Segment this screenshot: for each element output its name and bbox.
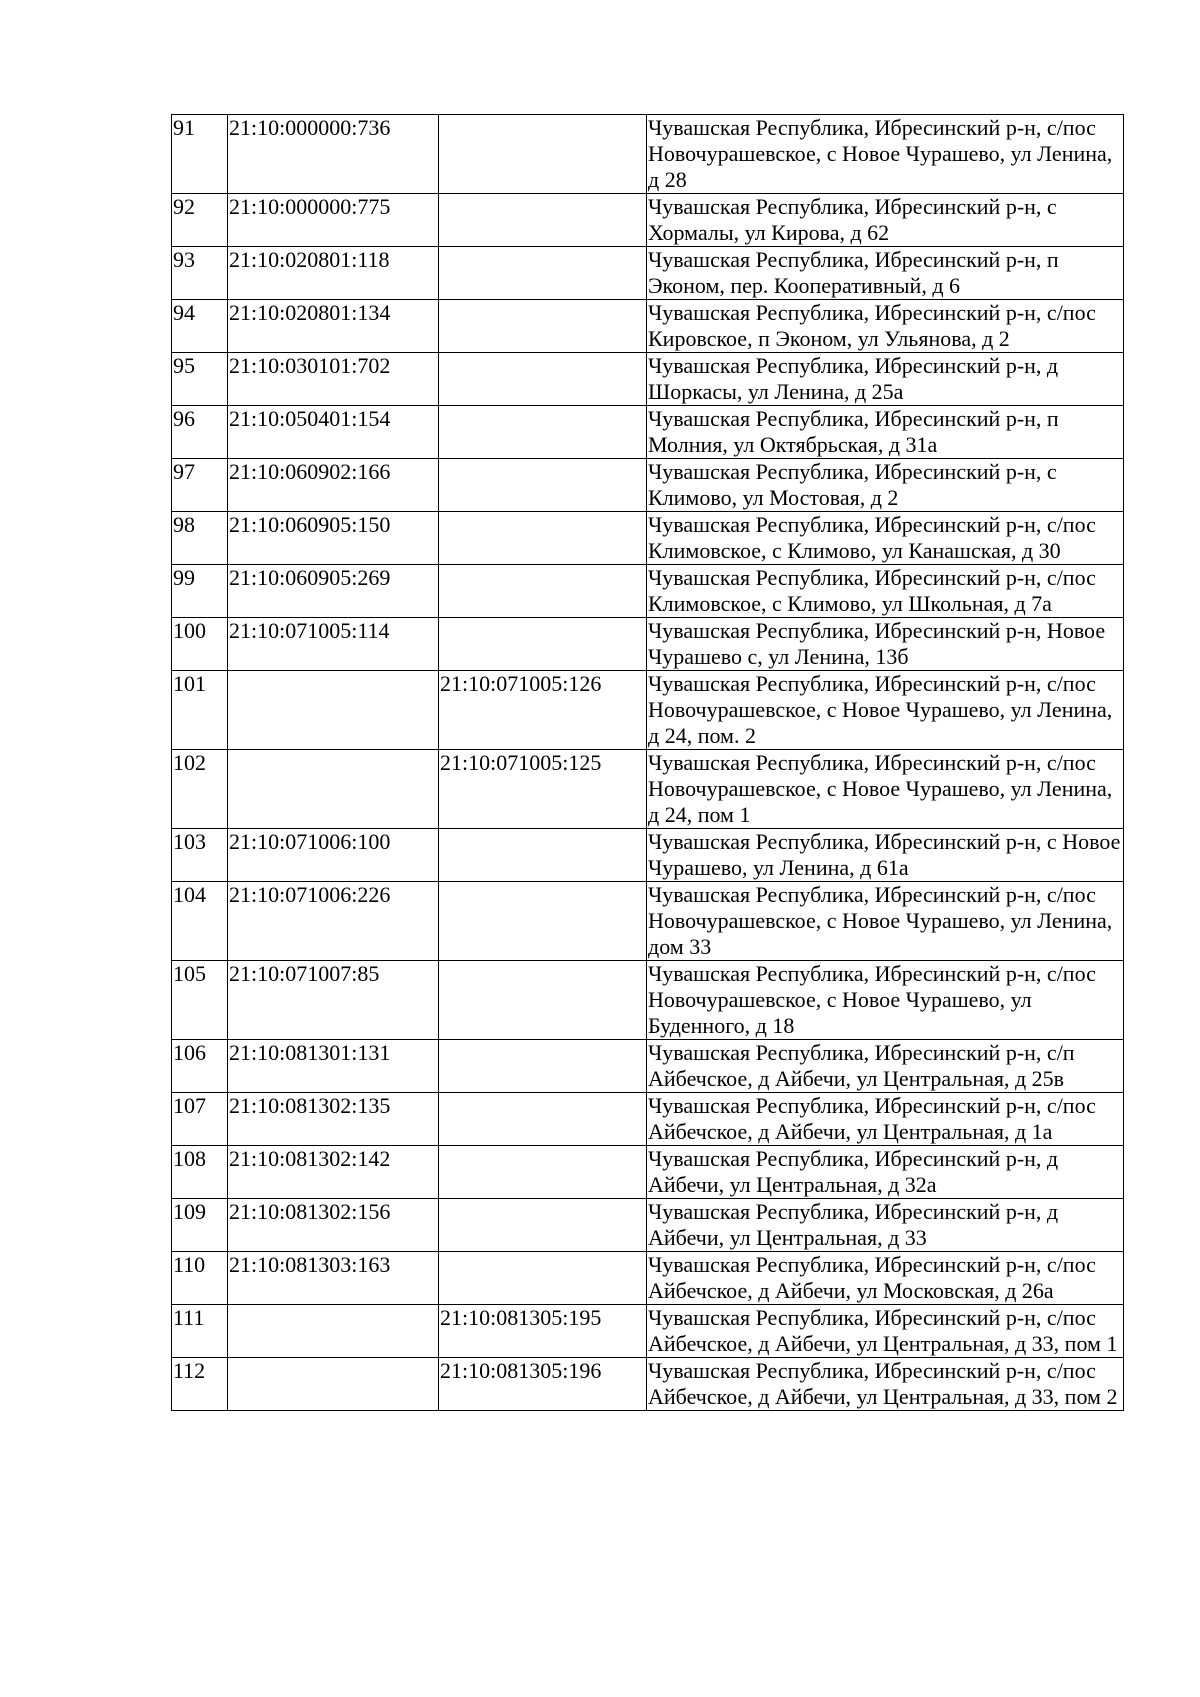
premises-cadastral-number [439,618,647,671]
table-row [172,512,1124,565]
table-row [172,353,1124,406]
row-number: 101 [172,671,228,750]
cadastral-number: 21:10:000000:736 [228,115,439,194]
address: Чувашская Республика, Ибресинский р-н, с/пос Новочурашевское, с Новое Чурашево, ул Ленина, дом 33 [647,882,1124,961]
cadastral-number: 21:10:020801:118 [228,247,439,300]
row-number: 91 [172,115,228,194]
address: Чувашская Республика, Ибресинский р-н, Новое Чурашево с, ул Ленина, 13б [647,618,1124,671]
address: Чувашская Республика, Ибресинский р-н, с/пос Новочурашевское, с Новое Чурашево, ул Ленина, д 28 [647,115,1124,194]
cadastral-number [228,1305,439,1358]
premises-cadastral-number [439,882,647,961]
table-row [172,1040,1124,1093]
premises-cadastral-number [439,1093,647,1146]
cadastral-number: 21:10:081301:131 [228,1040,439,1093]
address: Чувашская Республика, Ибресинский р-н, с/пос Новочурашевское, с Новое Чурашево, ул Ленина, д 24, пом. 2 [647,671,1124,750]
property-table [171,114,1124,1411]
row-number: 96 [172,406,228,459]
cadastral-number: 21:10:081302:156 [228,1199,439,1252]
address: Чувашская Республика, Ибресинский р-н, с/пос Айбечское, д Айбечи, ул Центральная, д 33, пом 1 [647,1305,1124,1358]
cadastral-number [228,1358,439,1411]
premises-cadastral-number: 21:10:071005:126 [439,671,647,750]
cadastral-number: 21:10:020801:134 [228,300,439,353]
address: Чувашская Республика, Ибресинский р-н, п Эконом, пер. Кооперативный, д 6 [647,247,1124,300]
row-number: 112 [172,1358,228,1411]
row-number: 100 [172,618,228,671]
cadastral-number: 21:10:071007:85 [228,961,439,1040]
table-row [172,406,1124,459]
cadastral-number: 21:10:030101:702 [228,353,439,406]
cadastral-number: 21:10:071005:114 [228,618,439,671]
cadastral-number: 21:10:071006:100 [228,829,439,882]
address: Чувашская Республика, Ибресинский р-н, д Айбечи, ул Центральная, д 33 [647,1199,1124,1252]
address: Чувашская Республика, Ибресинский р-н, с Новое Чурашево, ул Ленина, д 61а [647,829,1124,882]
premises-cadastral-number [439,194,647,247]
row-number: 108 [172,1146,228,1199]
address: Чувашская Республика, Ибресинский р-н, д Шоркасы, ул Ленина, д 25а [647,353,1124,406]
row-number: 110 [172,1252,228,1305]
row-number: 107 [172,1093,228,1146]
premises-cadastral-number [439,459,647,512]
table-row [172,194,1124,247]
premises-cadastral-number [439,1040,647,1093]
cadastral-number: 21:10:060905:150 [228,512,439,565]
premises-cadastral-number: 21:10:081305:195 [439,1305,647,1358]
premises-cadastral-number [439,406,647,459]
premises-cadastral-number [439,565,647,618]
address: Чувашская Республика, Ибресинский р-н, д Айбечи, ул Центральная, д 32а [647,1146,1124,1199]
cadastral-number: 21:10:060902:166 [228,459,439,512]
row-number: 94 [172,300,228,353]
table-row [172,247,1124,300]
table-row [172,671,1124,750]
table-row [172,1358,1124,1411]
cadastral-number [228,671,439,750]
row-number: 105 [172,961,228,1040]
table-row [172,829,1124,882]
address: Чувашская Республика, Ибресинский р-н, с/пос Айбечское, д Айбечи, ул Московская, д 26а [647,1252,1124,1305]
table-row [172,1252,1124,1305]
address: Чувашская Республика, Ибресинский р-н, с/пос Айбечское, д Айбечи, ул Центральная, д 1а [647,1093,1124,1146]
address: Чувашская Республика, Ибресинский р-н, с Климово, ул Мостовая, д 2 [647,459,1124,512]
premises-cadastral-number [439,1252,647,1305]
premises-cadastral-number: 21:10:081305:196 [439,1358,647,1411]
address: Чувашская Республика, Ибресинский р-н, с/пос Климовское, с Климово, ул Канашская, д 30 [647,512,1124,565]
address: Чувашская Республика, Ибресинский р-н, с/пос Новочурашевское, с Новое Чурашево, ул Буденного, д 18 [647,961,1124,1040]
premises-cadastral-number [439,115,647,194]
table-row [172,750,1124,829]
address: Чувашская Республика, Ибресинский р-н, с/пос Айбечское, д Айбечи, ул Центральная, д 33, пом 2 [647,1358,1124,1411]
table-row [172,1093,1124,1146]
cadastral-number: 21:10:081303:163 [228,1252,439,1305]
row-number: 97 [172,459,228,512]
row-number: 104 [172,882,228,961]
cadastral-number: 21:10:000000:775 [228,194,439,247]
table-row [172,1146,1124,1199]
cadastral-number: 21:10:081302:135 [228,1093,439,1146]
premises-cadastral-number [439,247,647,300]
row-number: 106 [172,1040,228,1093]
cadastral-number: 21:10:060905:269 [228,565,439,618]
cadastral-number: 21:10:050401:154 [228,406,439,459]
table-row [172,618,1124,671]
table-row [172,300,1124,353]
cadastral-number: 21:10:071006:226 [228,882,439,961]
premises-cadastral-number [439,512,647,565]
table-row [172,1305,1124,1358]
address: Чувашская Республика, Ибресинский р-н, с/пос Климовское, с Климово, ул Школьная, д 7а [647,565,1124,618]
address: Чувашская Республика, Ибресинский р-н, с Хормалы, ул Кирова, д 62 [647,194,1124,247]
table-row [172,882,1124,961]
premises-cadastral-number [439,300,647,353]
row-number: 103 [172,829,228,882]
table-row [172,1199,1124,1252]
address: Чувашская Республика, Ибресинский р-н, п Молния, ул Октябрьская, д 31а [647,406,1124,459]
premises-cadastral-number [439,353,647,406]
premises-cadastral-number [439,1146,647,1199]
row-number: 111 [172,1305,228,1358]
row-number: 99 [172,565,228,618]
row-number: 93 [172,247,228,300]
address: Чувашская Республика, Ибресинский р-н, с/п Айбечское, д Айбечи, ул Центральная, д 25в [647,1040,1124,1093]
premises-cadastral-number [439,829,647,882]
row-number: 92 [172,194,228,247]
premises-cadastral-number [439,1199,647,1252]
table-row [172,115,1124,194]
cadastral-number: 21:10:081302:142 [228,1146,439,1199]
premises-cadastral-number [439,961,647,1040]
address: Чувашская Республика, Ибресинский р-н, с/пос Кировское, п Эконом, ул Ульянова, д 2 [647,300,1124,353]
table-row [172,961,1124,1040]
row-number: 98 [172,512,228,565]
premises-cadastral-number: 21:10:071005:125 [439,750,647,829]
table-row [172,565,1124,618]
address: Чувашская Республика, Ибресинский р-н, с/пос Новочурашевское, с Новое Чурашево, ул Ленина, д 24, пом 1 [647,750,1124,829]
row-number: 109 [172,1199,228,1252]
row-number: 95 [172,353,228,406]
table-row [172,459,1124,512]
row-number: 102 [172,750,228,829]
cadastral-number [228,750,439,829]
